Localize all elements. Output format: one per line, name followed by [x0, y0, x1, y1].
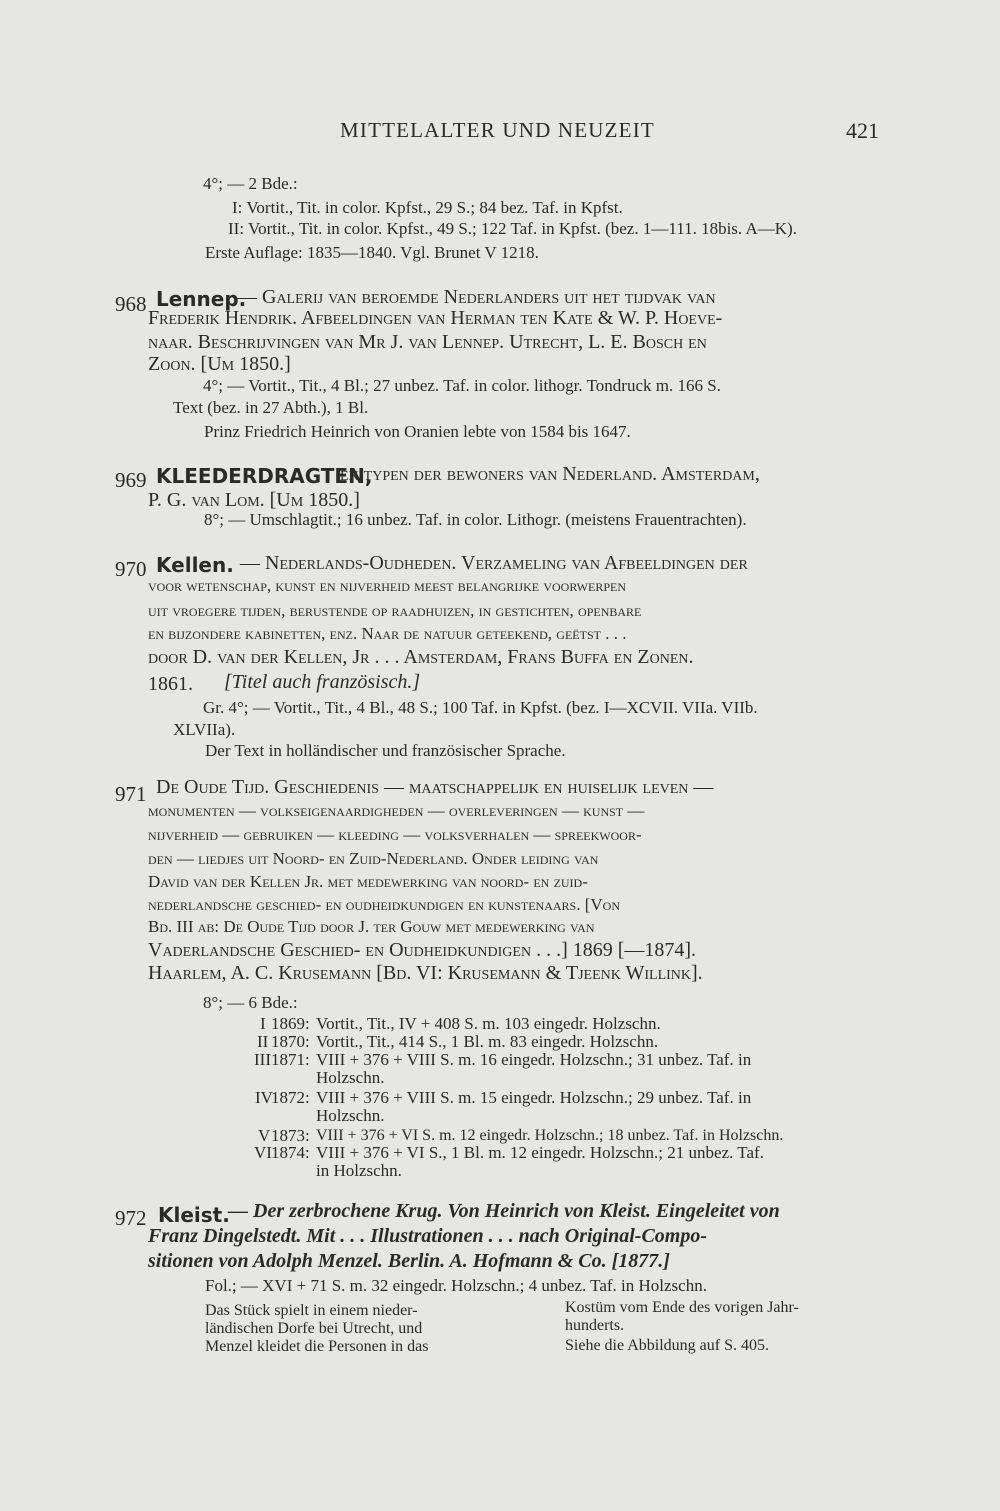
running-title: MITTELALTER UND NEUZEIT	[340, 118, 655, 142]
volume-collation: in Holzschn.	[316, 1161, 402, 1180]
volume-line: I: Vortit., Tit. in color. Kpfst., 29 S.; 84 bez. Taf. in Kpfst.	[232, 198, 623, 217]
volume-collation: Vortit., Tit., 414 S., 1 Bl. m. 83 eingedr. Holzschn.	[316, 1032, 659, 1051]
entry-title-line: nederlandsche geschied- en oudheidkundigen en kunstenaars. [Von	[148, 895, 620, 914]
collation-line: Gr. 4°; — Vortit., Tit., 4 Bl., 48 S.; 100 Taf. in Kpfst. (bez. I—XCVII. VIIa. VIIb.	[203, 698, 758, 717]
entry-title-line: Zoon. [Um 1850.]	[148, 353, 291, 375]
volume-number: V	[258, 1126, 271, 1145]
volume-year: 1870:	[271, 1032, 310, 1051]
entry-title-note: [Titel auch französisch.]	[224, 671, 421, 693]
volume-number: I	[260, 1014, 266, 1033]
entry-title-line: nijverheid — gebruiken — kleeding — volksverhalen — spreekwoor-	[148, 825, 642, 844]
collation-line: 4°; — Vortit., Tit., 4 Bl.; 27 unbez. Taf. in color. lithogr. Tondruck m. 166 S.	[203, 376, 721, 395]
entry-number: 970	[115, 557, 147, 581]
volume-collation: Holzschn.	[316, 1106, 385, 1125]
volume-collation: VIII + 376 + VI S. m. 12 eingedr. Holzschn.; 18 unbez. Taf. in Holzschn.	[316, 1127, 784, 1144]
entry-title-line: Franz Dingelstedt. Mit . . . Illustrationen . . . nach Original-Compo-	[148, 1225, 707, 1247]
entry-number: 968	[115, 292, 147, 316]
note-left-column	[205, 1302, 545, 1356]
entry-title-line: Vaderlandsche Geschied- en Oudheidkundigen . . .] 1869 [—1874].	[148, 939, 697, 961]
collation-line: 8°; — Umschlagtit.; 16 unbez. Taf. in color. Lithogr. (meistens Frauentrachten).	[204, 510, 747, 529]
entry-title-line: naar. Beschrijvingen van Mr J. van Lennep. Utrecht, L. E. Bosch en	[148, 331, 707, 353]
volume-year: 1872:	[271, 1088, 310, 1107]
volume-collation: VIII + 376 + VIII S. m. 15 eingedr. Holzschn.; 29 unbez. Taf. in	[316, 1088, 752, 1107]
entry-title-line: den — liedjes uit Noord- en Zuid-Nederland. Onder leiding van	[148, 849, 599, 868]
entry-number: 971	[115, 782, 147, 806]
collation-line: Text (bez. in 27 Abth.), 1 Bl.	[173, 398, 369, 417]
note-line: Siehe die Abbildung auf S. 405.	[565, 1337, 769, 1354]
page-number: 421	[846, 118, 879, 143]
entry-number: 969	[115, 468, 147, 492]
note-line: Das Stück spielt in einem nieder-	[205, 1302, 418, 1319]
entry-title-line: uit vroegere tijden, berustende op raadhuizen, in gestichten, openbare	[148, 601, 642, 620]
volume-year: 1869:	[271, 1014, 310, 1033]
volume-year: 1873:	[271, 1126, 310, 1145]
note-right-column	[565, 1299, 895, 1355]
volume-number: IV	[255, 1088, 273, 1107]
collation-line: Fol.; — XVI + 71 S. m. 32 eingedr. Holzschn.; 4 unbez. Taf. in Holzschn.	[205, 1276, 707, 1295]
entry-title-line: — Galerij van beroemde Nederlanders uit het tijdvak van	[237, 286, 716, 308]
entry-title-line: door D. van der Kellen, Jr . . . Amsterdam, Frans Buffa en Zonen.	[148, 646, 694, 668]
volume-year: 1871:	[271, 1050, 310, 1069]
note-line: Menzel kleidet die Personen in das	[205, 1338, 429, 1355]
entry-heading: Kellen.	[156, 553, 234, 577]
entry-title-line: voor wetenschap, kunst en nijverheid meest belangrijke voorwerpen	[148, 576, 626, 595]
entry-date: 1861.	[148, 673, 193, 695]
entry-title-line: Frederik Hendrik. Afbeeldingen van Herman ten Kate & W. P. Hoeve-	[148, 307, 723, 329]
volume-collation: Vortit., Tit., IV + 408 S. m. 103 eingedr. Holzschn.	[316, 1014, 661, 1033]
note-line: hunderts.	[565, 1317, 625, 1334]
entry-heading: Kleist.	[158, 1203, 230, 1227]
note-line: Der Text in holländischer und französischer Sprache.	[205, 741, 566, 760]
running-header	[0, 118, 1000, 148]
entry-title-line: en bijzondere kabinetten, enz. Naar de natuur geteekend, geëtst . . .	[148, 624, 627, 643]
entry-number: 972	[115, 1206, 147, 1230]
collation-line: XLVIIa).	[173, 720, 236, 739]
volume-year: 1874:	[271, 1143, 310, 1162]
entry-heading: KLEEDERDRAGTEN,	[156, 464, 373, 488]
entry-title-line: — Der zerbrochene Krug. Von Heinrich von Kleist. Eingeleitet von	[228, 1200, 780, 1222]
collation-line: 8°; — 6 Bde.:	[203, 993, 298, 1012]
entry-title-line: sitionen von Adolph Menzel. Berlin. A. Hofmann & Co. [1877.]	[148, 1250, 670, 1272]
entry-title-line: P. G. van Lom. [Um 1850.]	[148, 489, 360, 511]
entry-title-line: David van der Kellen Jr. met medewerking van noord- en zuid-	[148, 872, 588, 891]
volume-number: II	[257, 1032, 269, 1051]
format-line: 4°; — 2 Bde.:	[203, 174, 298, 193]
note-line: Prinz Friedrich Heinrich von Oranien lebte von 1584 bis 1647.	[204, 422, 631, 441]
entry-title-line: monumenten — volkseigenaardigheden — overleveringen — kunst —	[148, 801, 645, 820]
entry-title-line: Bd. III ab: De Oude Tijd door J. ter Gouw met medewerking van	[148, 917, 595, 936]
volume-collation: VIII + 376 + VI S., 1 Bl. m. 12 eingedr. Holzschn.; 21 unbez. Taf.	[316, 1143, 764, 1162]
note-line: ländischen Dorfe bei Utrecht, und	[205, 1320, 423, 1337]
entry-title-line: en typen der bewoners van Nederland. Amsterdam,	[340, 463, 760, 485]
volume-collation: VIII + 376 + VIII S. m. 16 eingedr. Holzschn.; 31 unbez. Taf. in	[316, 1050, 752, 1069]
volume-line: II: Vortit., Tit. in color. Kpfst., 49 S.; 122 Taf. in Kpfst. (bez. 1—111. 18bis. A—K).	[228, 219, 797, 238]
entry-title-line: — Nederlands-Oudheden. Verzameling van Afbeeldingen der	[240, 552, 748, 574]
entry-heading: Lennep.	[156, 287, 247, 311]
entry-title-line: De Oude Tijd. Geschiedenis — maatschappelijk en huiselijk leven —	[156, 776, 714, 798]
volume-number: VI	[254, 1143, 272, 1162]
entry-title-line: Haarlem, A. C. Krusemann [Bd. VI: Krusemann & Tjeenk Willink].	[148, 962, 703, 984]
volume-collation: Holzschn.	[316, 1068, 385, 1087]
note-line: Erste Auflage: 1835—1840. Vgl. Brunet V 1218.	[205, 243, 539, 262]
volume-number: III	[254, 1050, 271, 1069]
note-line: Kostüm vom Ende des vorigen Jahr-	[565, 1299, 799, 1316]
